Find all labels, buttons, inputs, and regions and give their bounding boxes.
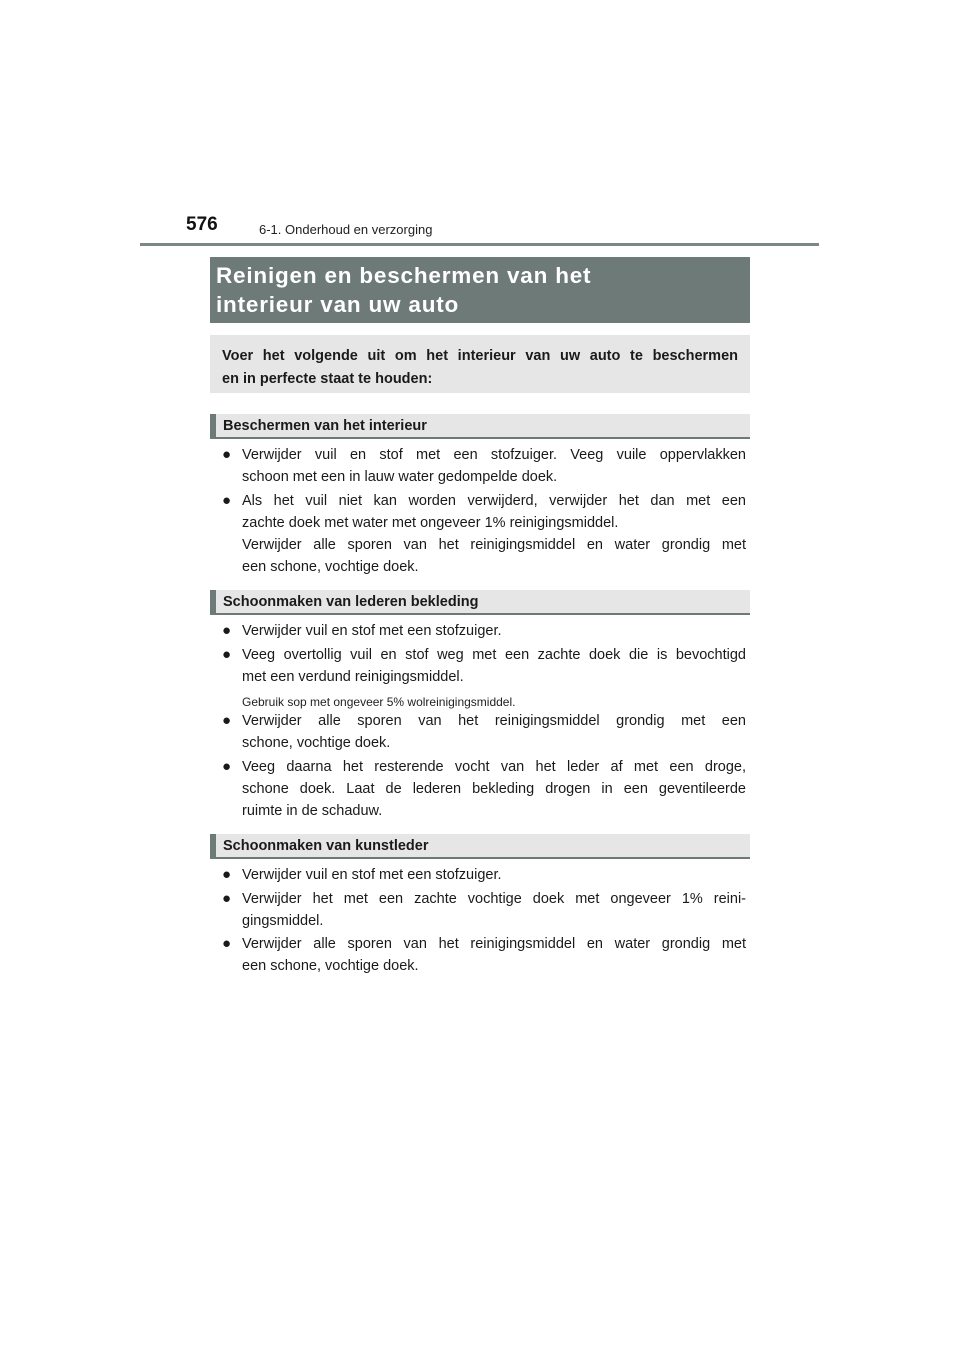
list-item-line: Verwijder alle sporen van het reinigingsmiddel en water grondig met (242, 537, 746, 553)
header-rule (140, 243, 819, 246)
bullet-icon: ● (222, 622, 232, 639)
section-title-box (210, 257, 750, 323)
list-item (222, 756, 746, 822)
page-number: 576 (186, 214, 218, 235)
list-item-line: met een verdund reinigingsmiddel. (242, 669, 464, 685)
list-item (222, 644, 746, 688)
subsection-heading-synthetic-leather: Schoonmaken van kunstleder (210, 834, 750, 859)
bullet-icon: ● (222, 866, 232, 883)
subsection-heading-leather: Schoonmaken van lederen bekleding (210, 590, 750, 615)
list-item-line: schone, vochtige doek. (242, 735, 391, 751)
chapter-title: 6-1. Onderhoud en verzorging (259, 222, 433, 237)
bullet-icon: ● (222, 758, 232, 775)
bullet-icon: ● (222, 890, 232, 907)
list-item (222, 710, 746, 754)
list-item (222, 490, 746, 578)
bullet-icon: ● (222, 646, 232, 663)
intro-line-1: Voer het volgende uit om het interieur van uw auto te beschermen (222, 348, 738, 364)
list-item-line: schone doek. Laat de lederen bekleding drogen in een geventileerde (242, 781, 746, 797)
list-item-line: Veeg daarna het resterende vocht van het leder af met een droge, (242, 759, 746, 775)
bullet-icon: ● (222, 492, 232, 509)
intro-line-2: en in perfecte staat te houden: (222, 371, 433, 387)
bullet-icon: ● (222, 446, 232, 463)
list-item-line: Verwijder vuil en stof met een stofzuiger. Veeg vuile oppervlakken (242, 447, 746, 463)
list-item-line: Verwijder het met een zachte vochtige doek met ongeveer 1% reini- (242, 891, 746, 907)
list-item-line: zachte doek met water met ongeveer 1% reinigingsmiddel. (242, 515, 619, 531)
list-item (222, 888, 746, 932)
list-item-line: Verwijder alle sporen van het reinigingsmiddel grondig met een (242, 713, 746, 729)
list-item-line: ruimte in de schaduw. (242, 803, 383, 819)
section-title-line-1: Reinigen en beschermen van het (216, 263, 592, 288)
list-item (222, 620, 746, 642)
bullet-icon: ● (222, 712, 232, 729)
bullet-icon: ● (222, 935, 232, 952)
list-item-line: Verwijder vuil en stof met een stofzuiger. (242, 623, 502, 639)
subsection-heading-protect: Beschermen van het interieur (210, 414, 750, 439)
list-item-line: schoon met een in lauw water gedompelde doek. (242, 469, 558, 485)
list-item-line: een schone, vochtige doek. (242, 559, 419, 575)
list-item-line: Verwijder vuil en stof met een stofzuiger. (242, 867, 502, 883)
list-item-line: gingsmiddel. (242, 913, 324, 929)
list-item-line: een schone, vochtige doek. (242, 958, 419, 974)
section-title-line-2: interieur van uw auto (216, 292, 460, 317)
list-item (222, 933, 746, 977)
list-item-line: Als het vuil niet kan worden verwijderd, verwijder het dan met een (242, 493, 746, 509)
list-item (222, 444, 746, 488)
list-item-line: Verwijder alle sporen van het reinigingsmiddel en water grondig met (242, 936, 746, 952)
intro-box (210, 335, 750, 393)
leather-note: Gebruik sop met ongeveer 5% wolreinigingsmiddel. (242, 695, 516, 709)
list-item-line: Veeg overtollig vuil en stof weg met een zachte doek die is bevochtigd (242, 647, 746, 663)
list-item (222, 864, 746, 886)
